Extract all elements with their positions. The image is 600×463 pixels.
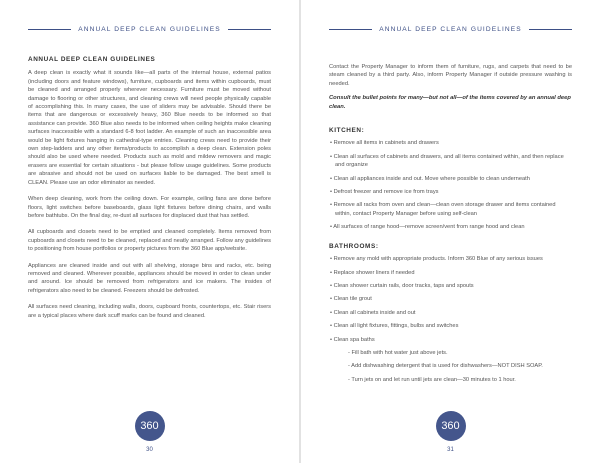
logo-badge: 360 — [436, 411, 466, 441]
paragraph: All surfaces need cleaning, including walls, doors, cupboard fronts, countertops, etc. Stair risers are a typical places where dark scuff marks can be found and cleaned. — [28, 304, 271, 319]
kitchen-item: • Remove all items in cabinets and drawers — [330, 140, 439, 147]
bathroom-item: • Clean all light fixtures, fittings, bulbs and switches — [330, 323, 459, 330]
spa-step: - Fill bath with hot water just above jets. — [348, 349, 448, 356]
intro-paragraph: Contact the Property Manager to inform them of furniture, rugs, and carpets that need to be steam cleaned by a third party. Also, inform Property Manager if outside pressure washing is needed. — [329, 64, 572, 87]
header-rule-left — [28, 29, 71, 30]
bathroom-item: • Clean tile grout — [330, 296, 372, 303]
header-title: ANNUAL DEEP CLEAN GUIDELINES — [379, 26, 522, 33]
paragraph: Appliances are cleaned inside and out with all shelving, storage bins and racks, etc. being removed and cleaned. Wherever possible, appliances should be moved in order to clean under and around. Ice should be removed from refrigerators and ice makers. The insides of refrigerators also need to be cleaned. Freezers should be defrosted. — [28, 262, 271, 294]
kitchen-item: • Clean all surfaces of cabinets and drawers, and all items contained within, and then replace and organize — [330, 153, 564, 169]
left-page — [0, 0, 299, 463]
page-number: 30 — [146, 447, 153, 453]
header-title: ANNUAL DEEP CLEAN GUIDELINES — [78, 26, 221, 33]
paragraph: A deep clean is exactly what it sounds like—all parts of the internal house, external patios (including doors and feature windows), furniture, cupboards and items within cupboards, must be cleaned and arranged properly wherever necessary. Furniture must be moved without damage to flooring or other structures, and cleaning crews will need people physically capable of accomplishing this. In many cases, the use of sliders may be advisable. Should there be items that are dangerous or excessively heavy, 360 Blue needs to be informed so that assistance can provide. 360 Blue also needs to be informed when ceiling heights make cleaning surfaces inaccessible with a standard 6-8 foot ladder. An example of such an inaccessible area would be light fixtures hanging in cathedral-type entries. Cleaning crews need to provide their own step-ladders and any other items/products to accomplish a deep clean. Extension poles should also be used where needed. Products such as mold and mildew removers and magic erasers are essential for certain situations - but please follow usage guidelines. Some products are abrasive and should not be used on surfaces liable to be damaged. The best smell is CLEAN. Please use an odor eliminator as needed. — [28, 70, 271, 186]
note: Consult the bullet points for many—but not all—of the items covered by an annual deep clean. — [329, 95, 571, 110]
header-rule-left — [329, 29, 372, 30]
kitchen-item: • Clean all appliances inside and out. Move where possible to clean underneath — [330, 175, 530, 182]
spa-step: - Turn jets on and let run until jets are clean—30 minutes to 1 hour. — [348, 376, 516, 383]
kitchen-item: • Remove all racks from oven and clean—clean oven storage drawer and items contained within, contact Property Manager before using self-clean — [330, 202, 556, 217]
bathroom-item: • Remove any mold with appropriate products. Inform 360 Blue of any serious issues — [330, 256, 543, 263]
header-rule-right — [228, 29, 271, 30]
logo-badge: 360 — [135, 411, 165, 441]
paragraph: All cupboards and closets need to be emptied and cleaned completely. Items removed from cupboards and closets need to be cleaned, replaced and neatly arranged. Follow any guidelines to positioning from house portfolios or property pictures from the 360 Blue app/website. — [28, 229, 271, 253]
kitchen-title: KITCHEN: — [329, 127, 365, 135]
right-header — [329, 26, 572, 33]
bathroom-item: • Clean shower curtain rails, door tracks, taps and spouts — [330, 282, 474, 289]
bathrooms-title: BATHROOMS: — [329, 242, 379, 250]
left-header — [28, 26, 271, 33]
header-rule-right — [529, 29, 572, 30]
bathroom-item: • Clean spa baths — [330, 336, 375, 343]
right-page — [301, 0, 600, 463]
kitchen-item: • Defrost freezer and remove ice from trays — [330, 189, 439, 196]
page-number: 31 — [447, 447, 454, 453]
kitchen-item: • All surfaces of range hood—remove screen/vent from range hood and clean — [330, 224, 525, 231]
right-content — [329, 63, 572, 389]
paragraph: When deep cleaning, work from the ceiling down. For example, ceiling fans are done before floors, light switches before baseboards, glass light fixtures before dining chairs, and walls before bathtubs. On the final day, re-dust all surfaces for displaced dust that has settled. — [28, 196, 271, 219]
section-title: ANNUAL DEEP CLEAN GUIDELINES — [28, 56, 156, 63]
bathroom-item: • Replace shower liners if needed — [330, 269, 415, 276]
bathroom-item: • Clean all cabinets inside and out — [330, 309, 416, 316]
spa-step: - Add dishwashing detergent that is used for dishwashers—NOT DISH SOAP. — [348, 363, 543, 370]
left-content — [28, 56, 271, 328]
